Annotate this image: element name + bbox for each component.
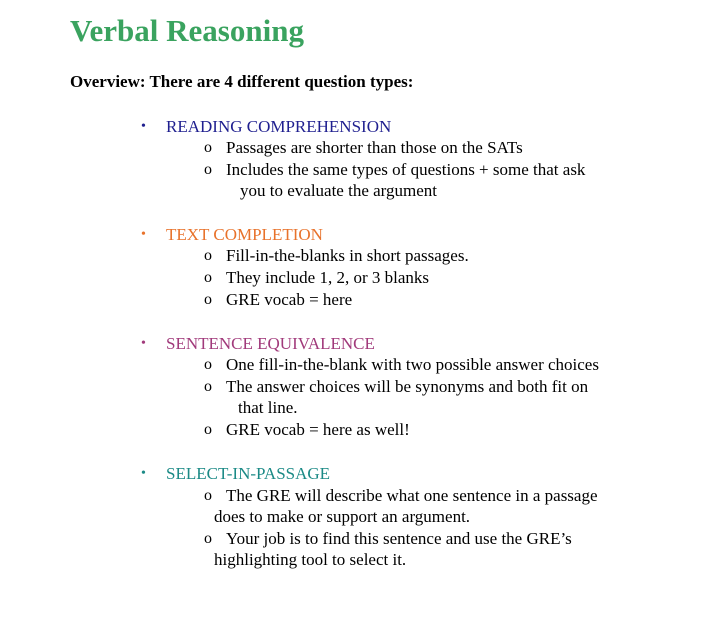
list-item: The GRE will describe what one sentence in a passage [226, 486, 598, 505]
bullet-icon: • [141, 466, 146, 481]
list-item: Your job is to find this sentence and use the GRE’s [226, 529, 572, 548]
sub-bullet-icon: o [204, 291, 212, 308]
sub-bullet-icon: o [204, 139, 212, 156]
list-item: GRE vocab = here as well! [226, 420, 410, 439]
list-item: Includes the same types of questions + some that ask [226, 160, 586, 179]
sub-bullet-icon: o [204, 378, 212, 395]
list-item: They include 1, 2, or 3 blanks [226, 268, 430, 287]
list-item-continuation: you to evaluate the argument [240, 181, 438, 200]
sub-bullet-icon: o [204, 421, 212, 438]
section-heading: TEXT COMPLETION [166, 225, 323, 244]
sub-bullet-icon: o [204, 487, 212, 504]
list-item: Passages are shorter than those on the SATs [226, 138, 523, 157]
list-item: The answer choices will be synonyms and both fit on [226, 377, 589, 396]
bullet-icon: • [141, 227, 146, 242]
section-heading: READING COMPREHENSION [166, 117, 392, 136]
list-item: GRE vocab = here [226, 290, 353, 309]
sub-bullet-icon: o [204, 247, 212, 264]
list-item-continuation: highlighting tool to select it. [214, 550, 407, 569]
overview-heading: Overview: There are 4 different question types: [70, 72, 414, 91]
bullet-icon: • [141, 336, 146, 351]
list-item: Fill-in-the-blanks in short passages. [226, 246, 469, 265]
section-heading: SELECT-IN-PASSAGE [166, 464, 331, 483]
list-item-continuation: that line. [238, 398, 298, 417]
sub-bullet-icon: o [204, 161, 212, 178]
sub-bullet-icon: o [204, 269, 212, 286]
section-heading: SENTENCE EQUIVALENCE [166, 334, 375, 353]
list-item: One fill-in-the-blank with two possible answer choices [226, 355, 599, 374]
sub-bullet-icon: o [204, 356, 212, 373]
sub-bullet-icon: o [204, 530, 212, 547]
list-item-continuation: does to make or support an argument. [214, 507, 471, 526]
bullet-icon: • [141, 119, 146, 134]
page-title: Verbal Reasoning [70, 13, 304, 48]
